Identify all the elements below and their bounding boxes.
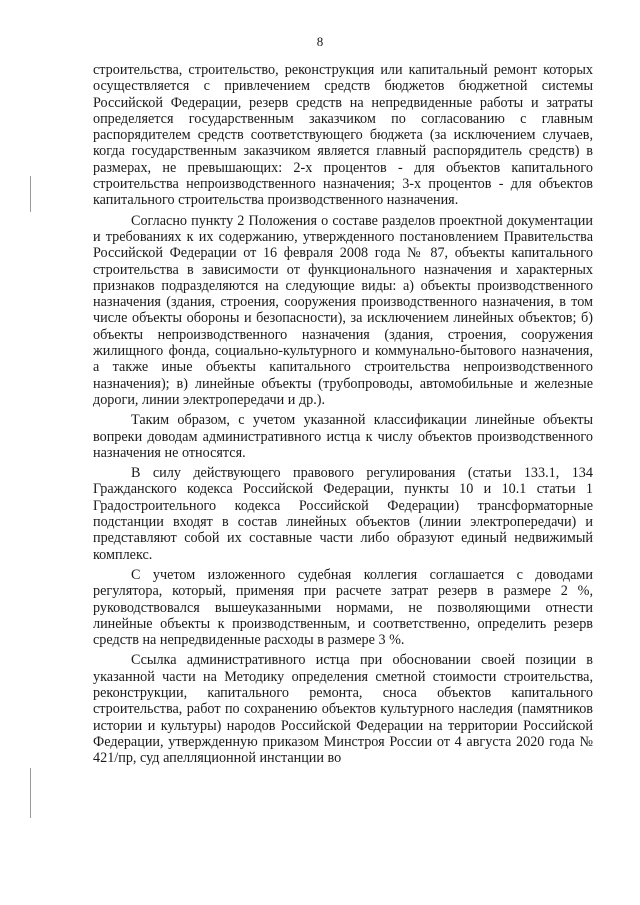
paragraph-legal-regulation: В силу действующего правового регулирования (статьи 133.1, 134 Гражданского кодекса Российской Федерации, пункты 10 и 10.1 статьи 1 Градостроительного кодекса Российской Федерации) трансформаторные подстанции входят в состав линейных объектов (линии электропередачи) и представляют собой их составные части либо образуют единый недвижимый комплекс. <box>93 465 593 563</box>
document-body <box>93 62 593 770</box>
page-number: 8 <box>316 34 324 49</box>
paragraph-classification: Согласно пункту 2 Положения о составе разделов проектной документации и требованиях к их содержанию, утвержденного постановлением Правительства Российской Федерации от 16 февраля 2008 года № 87, объекты капитального строительства в зависимости от функционального назначения и характерных признаков подразделяются на следующие виды: а) объекты производственного назначения (здания, строения, сооружения производственного назначения, в том числе объекты обороны и безопасности), за исключением линейных объектов; б) объекты непроизводственного назначения (здания, строения, сооружения жилищного фонда, социально-культурного и коммунально-бытового назначения, а также иные объекты капитального строительства непроизводственного назначения); в) линейные объекты (трубопроводы, автомобильные и железные дороги, линии электропередачи и др.). <box>93 212 593 408</box>
paragraph-court-agreement: С учетом изложенного судебная коллегия соглашается с доводами регулятора, который, применяя при расчете затрат резерв в размере 2 %, руководствовался вышеуказанными нормами, не позволяющими отнести линейные объекты к производственным, и соответственно, определить резерв средств на непредвиденные расходы в размере 3 %. <box>93 566 593 649</box>
margin-scan-mark <box>30 768 31 818</box>
margin-scan-mark <box>30 176 31 212</box>
paragraph-continuation: строительства, строительство, реконструкция или капитальный ремонт которых осуществляется с привлечением средств бюджетов бюджетной системы Российской Федерации, резерв средств на непредвиденные работы и затраты определяется государственным заказчиком по согласованию с главным распорядителем средств соответствующего бюджета (за исключением случаев, когда государственным заказчиком является главный распорядитель средств) в размерах, не превышающих: 2-х процентов - для объектов капитального строительства непроизводственного назначения; 3-х процентов - для объектов капитального строительства производственного назначения. <box>93 62 593 209</box>
paragraph-conclusion: Таким образом, с учетом указанной классификации линейные объекты вопреки доводам административного истца к числу объектов производственного назначения не относятся. <box>93 412 593 461</box>
paragraph-methodology-reference: Ссылка административного истца при обосновании своей позиции в указанной части на Методику определения сметной стоимости строительства, реконструкции, капитального ремонта, сноса объектов капитального строительства, работ по сохранению объектов культурного наследия (памятников истории и культуры) народов Российской Федерации на территории Российской Федерации, утвержденную приказом Минстроя России от 4 августа 2020 года № 421/пр, суд апелляционной инстанции во <box>93 652 593 767</box>
